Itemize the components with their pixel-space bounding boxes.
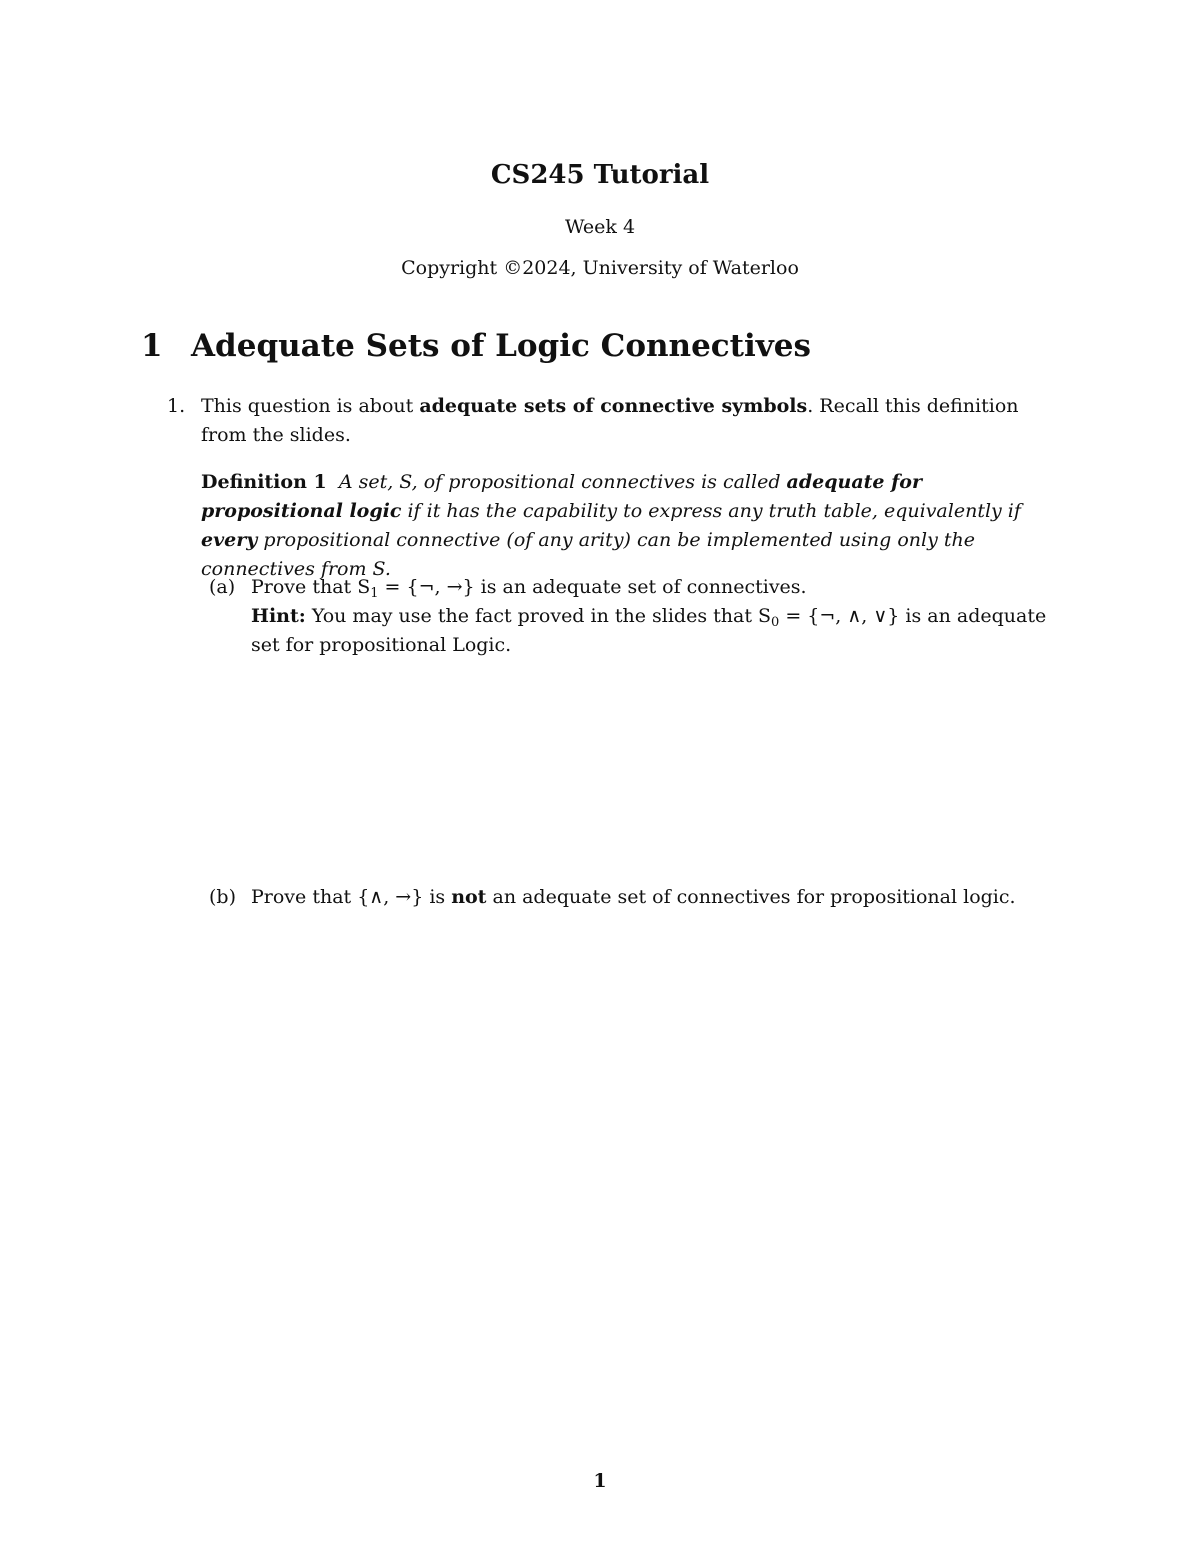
definition-text-part: if it has the capability to express any truth table, equivalently if — [401, 500, 1021, 522]
part-b — [201, 883, 1061, 912]
part-a-text-part: Prove that S — [251, 576, 371, 598]
part-b-marker: (b) — [209, 886, 236, 908]
hint-text-part: You may use the fact proved in the slides that S — [305, 605, 772, 627]
part-b-text-part: Prove that {∧, →} is — [251, 886, 452, 908]
question-emphasis: adequate sets of connective symbols — [419, 395, 808, 417]
question-text — [201, 392, 1061, 450]
part-a-subscript: 1 — [370, 586, 379, 601]
definition-block — [201, 468, 1061, 584]
part-b-text-part: an adequate set of connectives for propositional logic. — [486, 886, 1016, 908]
section-title: Adequate Sets of Logic Connectives — [191, 328, 811, 364]
definition-emphasis: every — [201, 529, 258, 551]
hint-subscript: 0 — [771, 615, 780, 630]
definition-text-part: A set, S, of propositional connectives is called — [338, 471, 787, 493]
definition-label: Definition 1 — [201, 471, 327, 493]
question-text-part: . Recall this definition from the slides. — [201, 395, 1019, 446]
document-title: CS245 Tutorial — [490, 160, 710, 190]
page-number: 1 — [593, 1470, 607, 1492]
part-a-marker: (a) — [209, 576, 236, 598]
document-week: Week 4 — [564, 216, 636, 238]
section-number: 1 — [141, 328, 163, 364]
part-b-emphasis: not — [451, 886, 487, 908]
definition-emphasis: adequate for propositional logic — [201, 471, 922, 522]
part-b-text — [251, 883, 1061, 912]
definition-text-part: propositional connective (of any arity) can be implemented using only the connectives from S. — [201, 529, 975, 580]
question-text-part: This question is about — [201, 395, 420, 417]
hint-text-part: = {¬, ∧, ∨} is an adequate set for propositional Logic. — [251, 605, 1047, 656]
question-marker: 1. — [167, 395, 186, 417]
part-a-text-part: = {¬, →} is an adequate set of connectives. — [378, 576, 807, 598]
hint-label: Hint: — [251, 605, 306, 627]
part-a — [201, 573, 1061, 660]
question-1 — [141, 392, 1061, 450]
part-a-text — [251, 573, 1061, 660]
section-heading — [141, 328, 811, 364]
document-copyright: Copyright ©2024, University of Waterloo — [401, 257, 799, 279]
